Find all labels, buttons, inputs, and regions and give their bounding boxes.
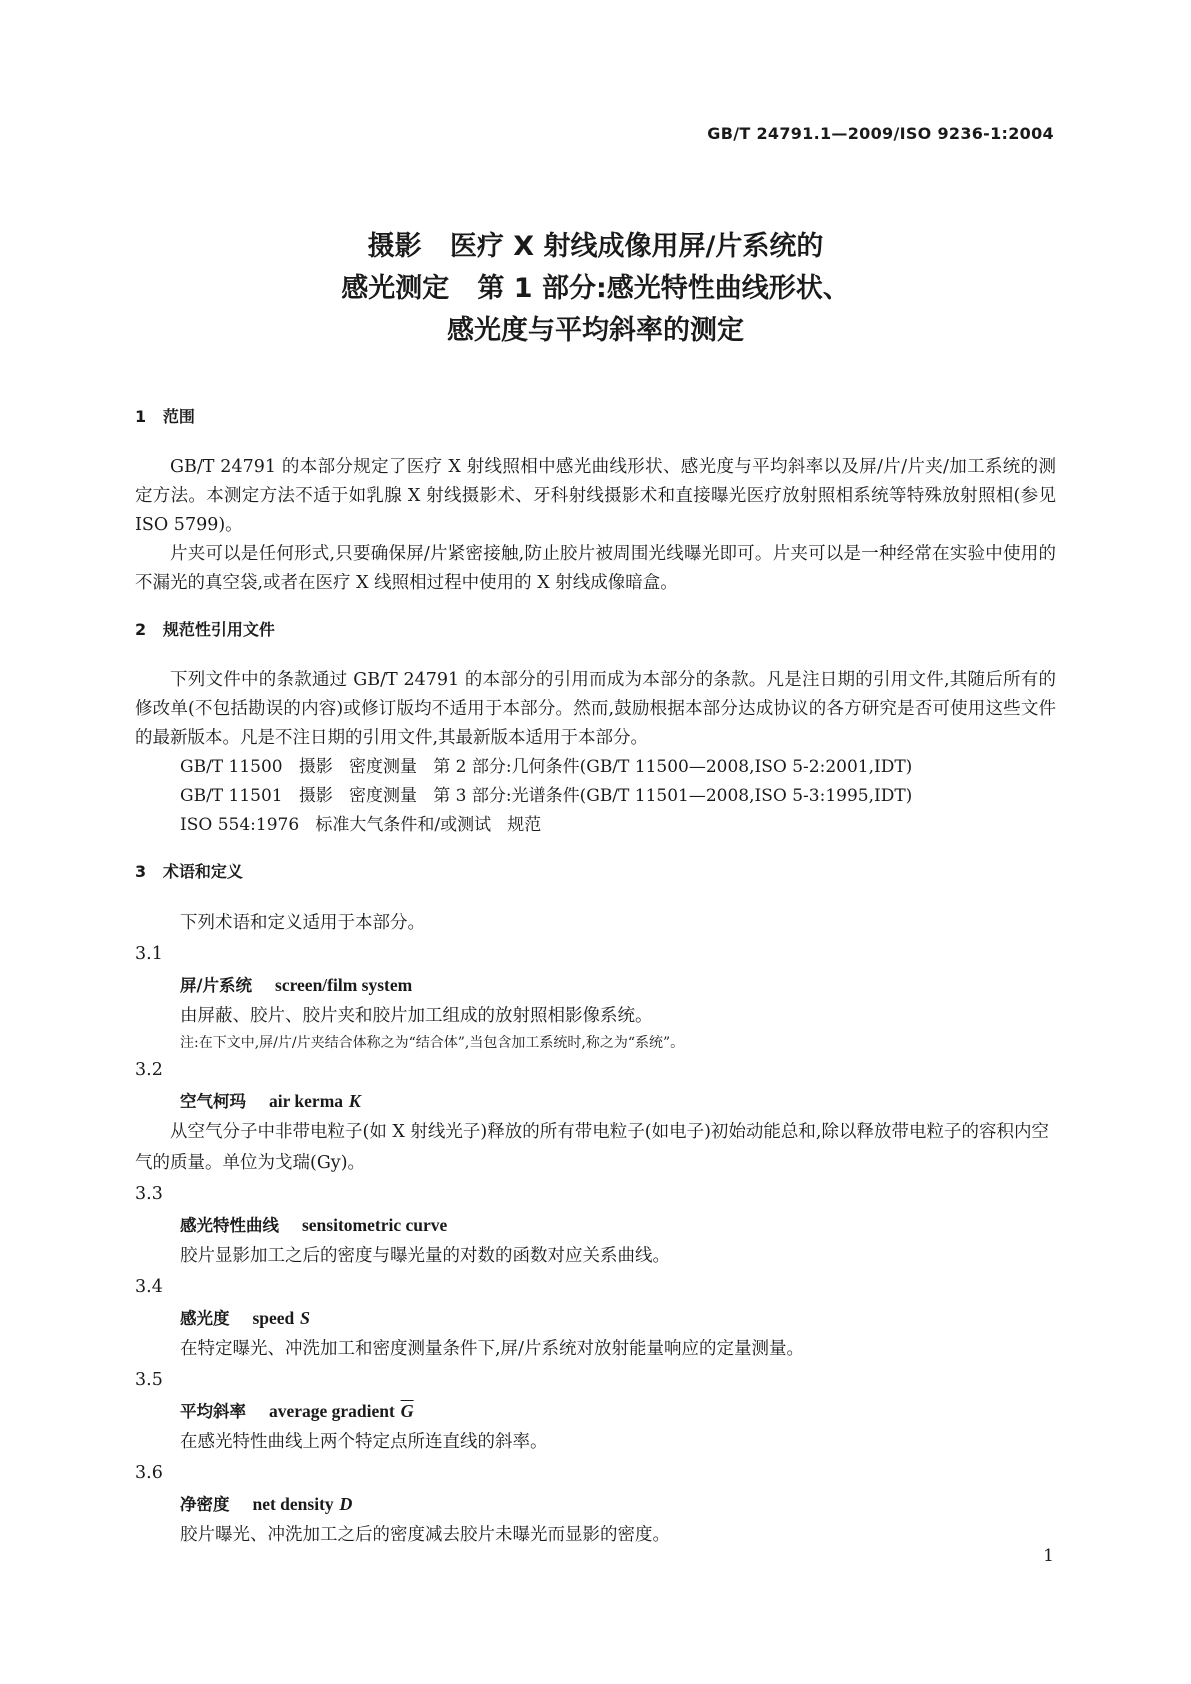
term-number: 3.3 (135, 1184, 163, 1204)
term-symbol: D (339, 1494, 353, 1514)
term-number: 3.2 (135, 1060, 163, 1080)
term-zh: 平均斜率 (180, 1402, 246, 1421)
term-en: net density (252, 1494, 334, 1514)
term-heading (135, 1489, 1056, 1520)
term-zh: 屏/片系统 (180, 976, 253, 995)
term-symbol: $\overline{G}$ (400, 1401, 414, 1421)
term-en: screen/film system (275, 975, 413, 995)
section-2-heading: 2 规范性引用文件 (135, 620, 275, 639)
section-1-heading: 1 范围 (135, 407, 195, 426)
term-symbol: K (348, 1091, 361, 1111)
normative-reference-1: GB/T 11500 摄影 密度测量 第 2 部分:几何条件(GB/T 11500—2008,ISO 5-2:2001,IDT) (180, 757, 913, 777)
standard-code: GB/T 24791.1—2009/ISO 9236-1:2004 (707, 124, 1054, 143)
term-definition: 在感光特性曲线上两个特定点所连直线的斜率。 (180, 1432, 548, 1452)
title-line-2: 感光测定 第 1 部分:感光特性曲线形状、 (341, 273, 850, 304)
term-definition: 胶片曝光、冲洗加工之后的密度减去胶片未曝光而显影的密度。 (180, 1525, 670, 1545)
term-en: average gradient (268, 1401, 395, 1421)
term-definition: 在特定曝光、冲洗加工和密度测量条件下,屏/片系统对放射能量响应的定量测量。 (180, 1339, 804, 1359)
term-zh: 空气柯玛 (180, 1092, 246, 1111)
term-en: speed (252, 1308, 295, 1328)
document-body (135, 402, 1056, 1551)
term-en: air kerma (268, 1091, 344, 1111)
term-definition: 从空气分子中非带电粒子(如 X 射线光子)释放的所有带电粒子(如电子)初始动能总和,除以释放带电粒子的容积内空气的质量。单位为戈瑞(Gy)。 (135, 1122, 1049, 1173)
term-heading (135, 1396, 1056, 1427)
page-number: 1 (1043, 1546, 1054, 1566)
section-1-paragraph-2: 片夹可以是任何形式,只要确保屏/片紧密接触,防止胶片被周围光线曝光即可。片夹可以是一种经常在实验中使用的不漏光的真空袋,或者在医疗 X 线照相过程中使用的 X 射线成像暗盒。 (135, 544, 1056, 593)
term-number: 3.4 (135, 1277, 163, 1297)
term-en: sensitometric curve (301, 1215, 448, 1235)
term-heading (135, 970, 1056, 1001)
title-line-1: 摄影 医疗 X 射线成像用屏/片系统的 (367, 231, 824, 262)
term-definition: 由屏蔽、胶片、胶片夹和胶片加工组成的放射照相影像系统。 (180, 1006, 653, 1026)
term-definition: 胶片显影加工之后的密度与曝光量的对数的函数对应关系曲线。 (180, 1246, 670, 1266)
term-zh: 感光特性曲线 (180, 1216, 279, 1235)
normative-reference-2: GB/T 11501 摄影 密度测量 第 3 部分:光谱条件(GB/T 11501—2008,ISO 5-3:1995,IDT) (180, 786, 913, 806)
section-2-paragraph-1: 下列文件中的条款通过 GB/T 24791 的本部分的引用而成为本部分的条款。凡是注日期的引用文件,其随后所有的修改单(不包括勘误的内容)或修订版均不适用于本部分。然而,鼓励根据本部分达成协议的各方研究是否可使用这些文件的最新版本。凡是不注日期的引用文件,其最新版本适用于本部分。 (135, 670, 1056, 748)
section-3-intro: 下列术语和定义适用于本部分。 (180, 913, 425, 933)
document-title (0, 226, 1191, 352)
title-line-3: 感光度与平均斜率的测定 (447, 315, 744, 346)
term-heading (135, 1303, 1056, 1334)
term-zh: 净密度 (180, 1495, 230, 1514)
term-zh: 感光度 (180, 1309, 230, 1328)
term-heading (135, 1086, 1056, 1117)
term-number: 3.6 (135, 1463, 163, 1483)
term-note: 注:在下文中,屏/片/片夹结合体称之为“结合体”,当包含加工系统时,称之为“系统”。 (180, 1035, 685, 1051)
section-1-paragraph-1: GB/T 24791 的本部分规定了医疗 X 射线照相中感光曲线形状、感光度与平均斜率以及屏/片/片夹/加工系统的测定方法。本测定方法不适于如乳腺 X 射线摄影术、牙科射线摄影术和直接曝光医疗放射照相系统等特殊放射照相(参见 ISO 5799)。 (135, 457, 1056, 535)
normative-reference-3: ISO 554:1976 标准大气条件和/或测试 规范 (180, 815, 542, 835)
term-number: 3.5 (135, 1370, 163, 1390)
section-3-heading: 3 术语和定义 (135, 862, 243, 881)
term-number: 3.1 (135, 944, 163, 964)
term-symbol: S (300, 1308, 311, 1328)
term-heading (135, 1210, 1056, 1241)
